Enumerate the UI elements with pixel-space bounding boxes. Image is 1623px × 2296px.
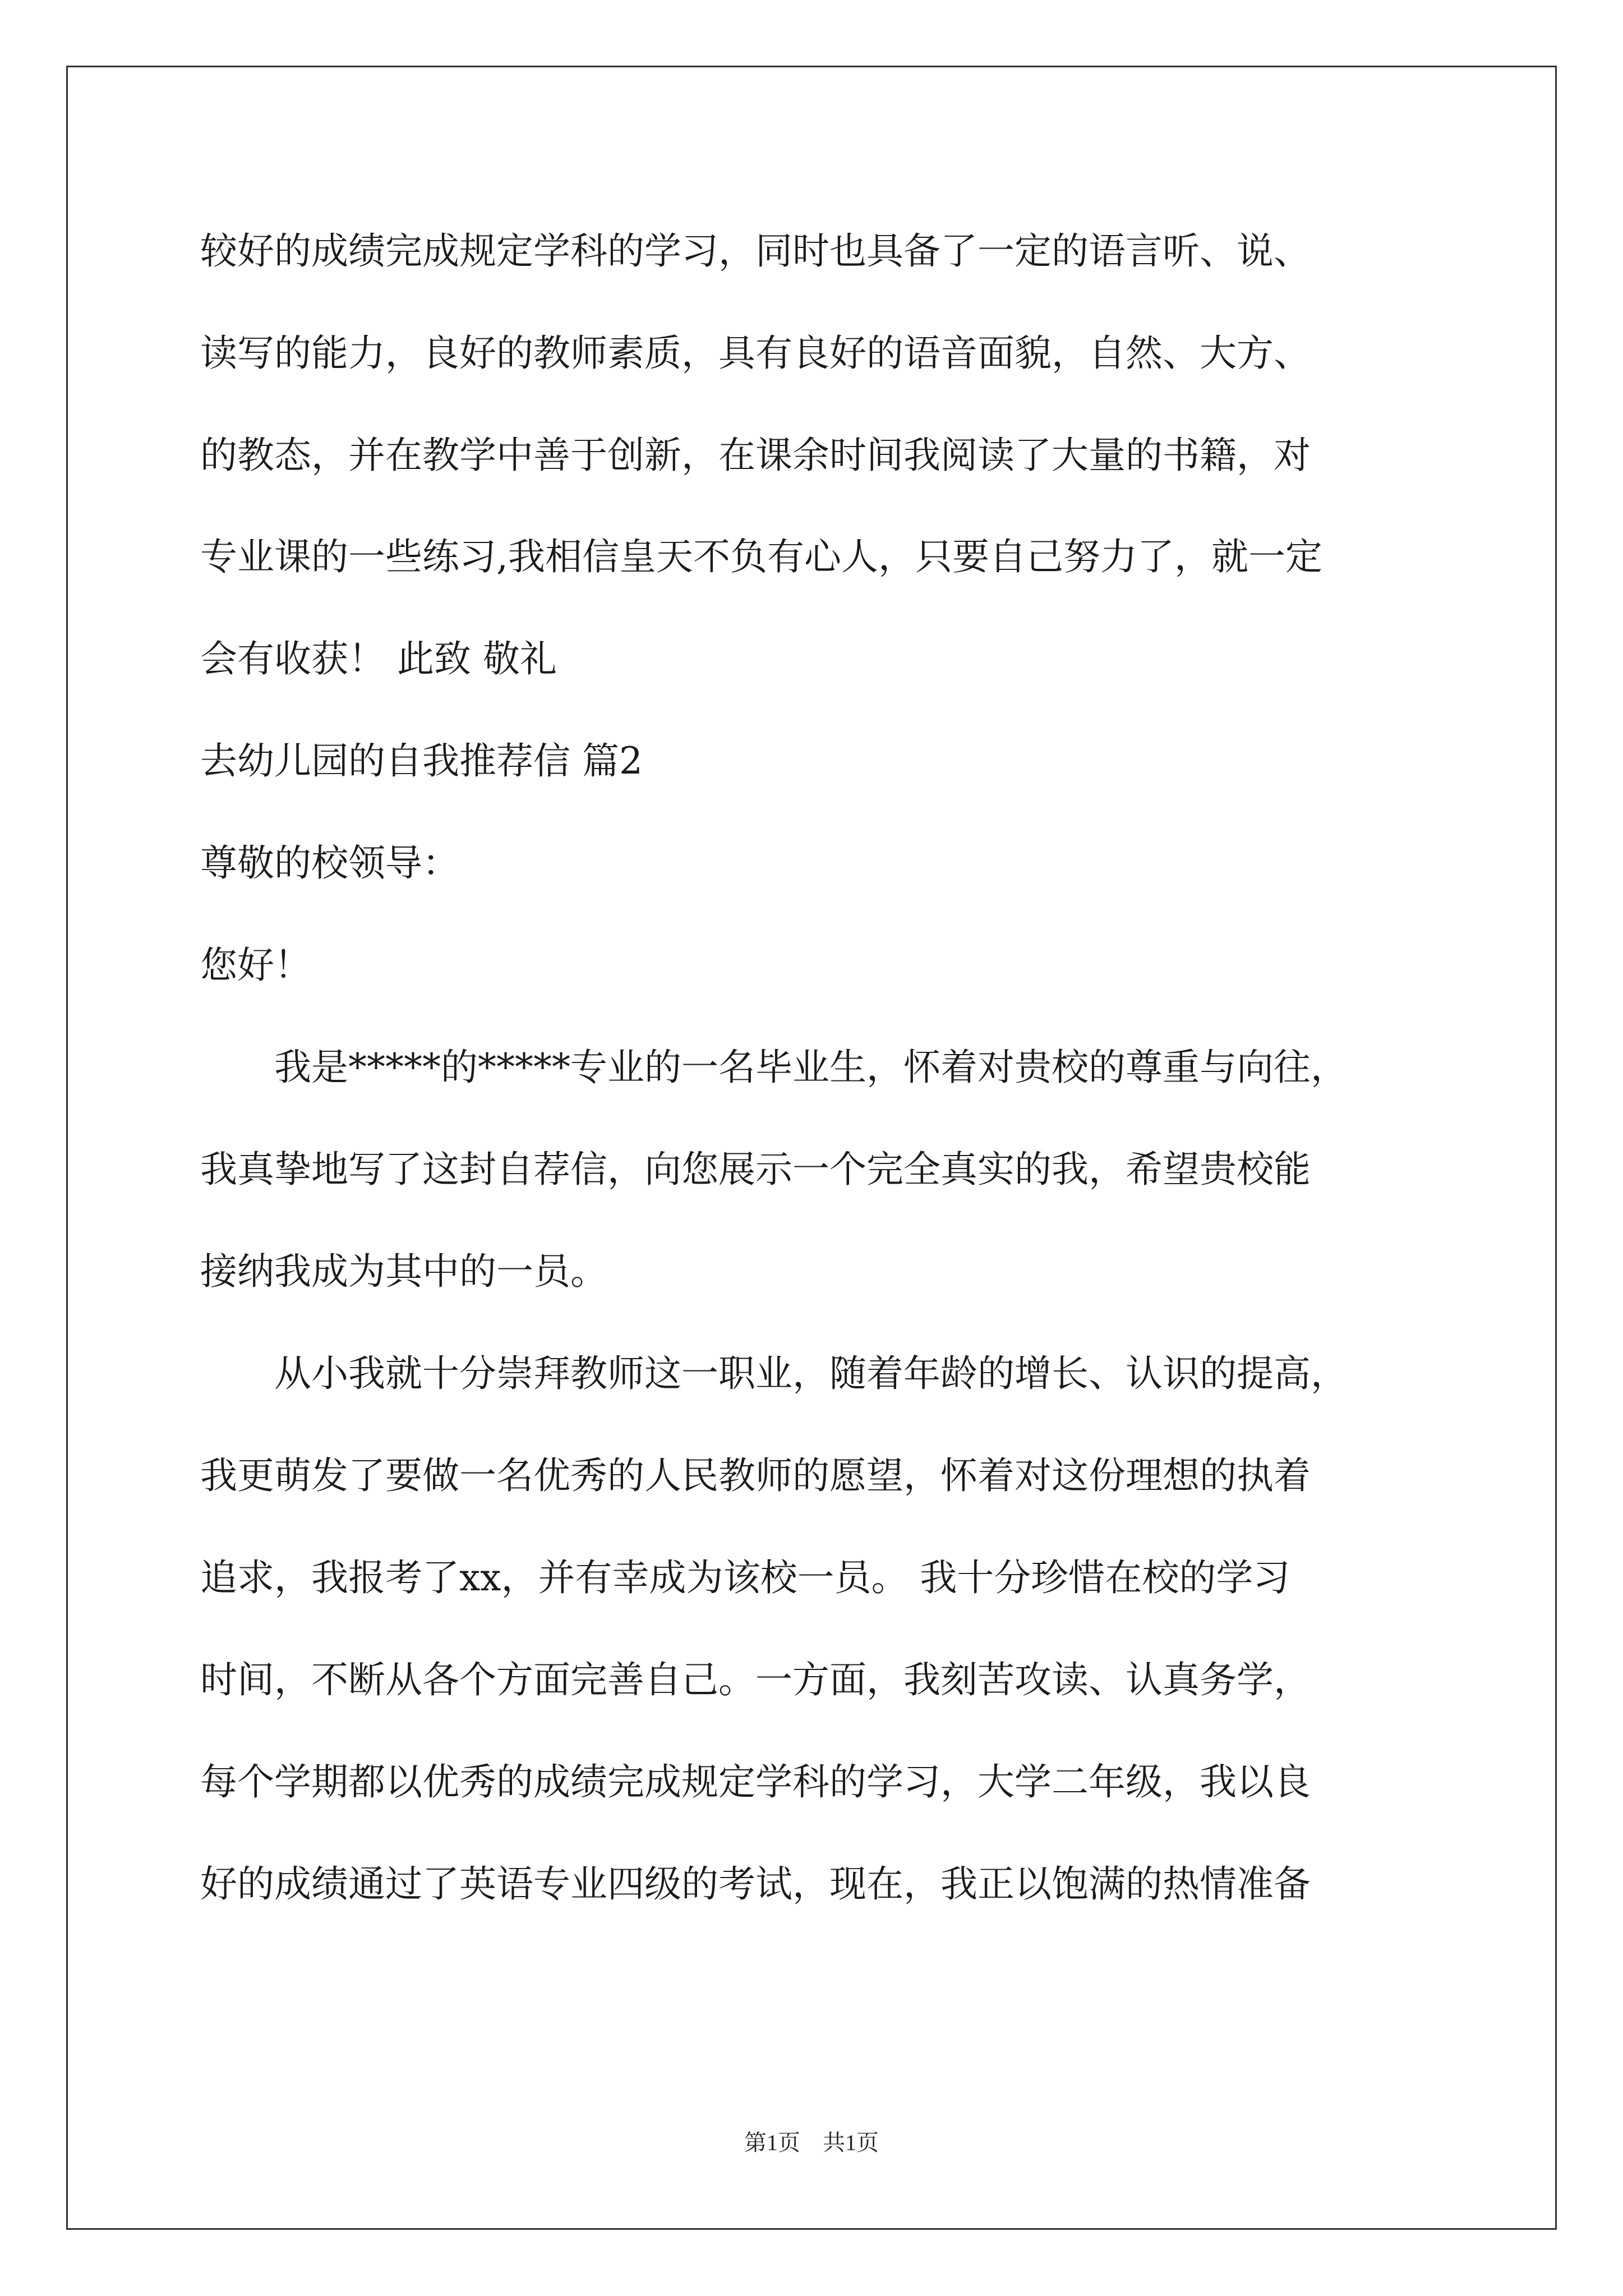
text-line: 追求，我报考了xx，并有幸成为该校一员。 我十分珍惜在校的学习 [200, 1556, 1290, 1599]
text-line: 我更萌发了要做一名优秀的人民教师的愿望，怀着对这份理想的执着 [200, 1454, 1311, 1497]
text-line: 我真挚地写了这封自荐信，向您展示一个完全真实的我，希望贵校能 [200, 1148, 1311, 1191]
text-line: 我是*****的*****专业的一名毕业生，怀着对贵校的尊重与向往， [200, 1046, 1348, 1089]
text-line: 读写的能力，良好的教师素质，具有良好的语音面貌，自然、大方、 [200, 332, 1311, 375]
text-line: 的教态，并在教学中善于创新，在课余时间我阅读了大量的书籍，对 [200, 434, 1311, 477]
text-line: 专业课的一些练习,我相信皇天不负有心人，只要自己努力了，就一定 [200, 535, 1322, 578]
greeting: 您好！ [200, 944, 311, 987]
salutation: 尊敬的校领导： [200, 841, 459, 885]
section-heading: 去幼儿园的自我推荐信 篇2 [200, 739, 643, 783]
page-number: 第1页 共1页 [744, 2130, 879, 2155]
text-line: 较好的成绩完成规定学科的学习，同时也具备了一定的语言听、说、 [200, 229, 1311, 273]
text-line: 会有收获！ 此致 敬礼 [200, 637, 557, 680]
text-line: 时间，不断从各个方面完善自己。一方面，我刻苦攻读、认真务学， [200, 1658, 1311, 1701]
text-line: 接纳我成为其中的一员。 [200, 1250, 607, 1293]
text-line: 每个学期都以优秀的成绩完成规定学科的学习，大学二年级，我以良 [200, 1760, 1311, 1803]
text-line: 好的成绩通过了英语专业四级的考试，现在，我正以饱满的热情准备 [200, 1862, 1311, 1906]
text-line: 从小我就十分崇拜教师这一职业，随着年龄的增长、认识的提高， [200, 1352, 1348, 1395]
